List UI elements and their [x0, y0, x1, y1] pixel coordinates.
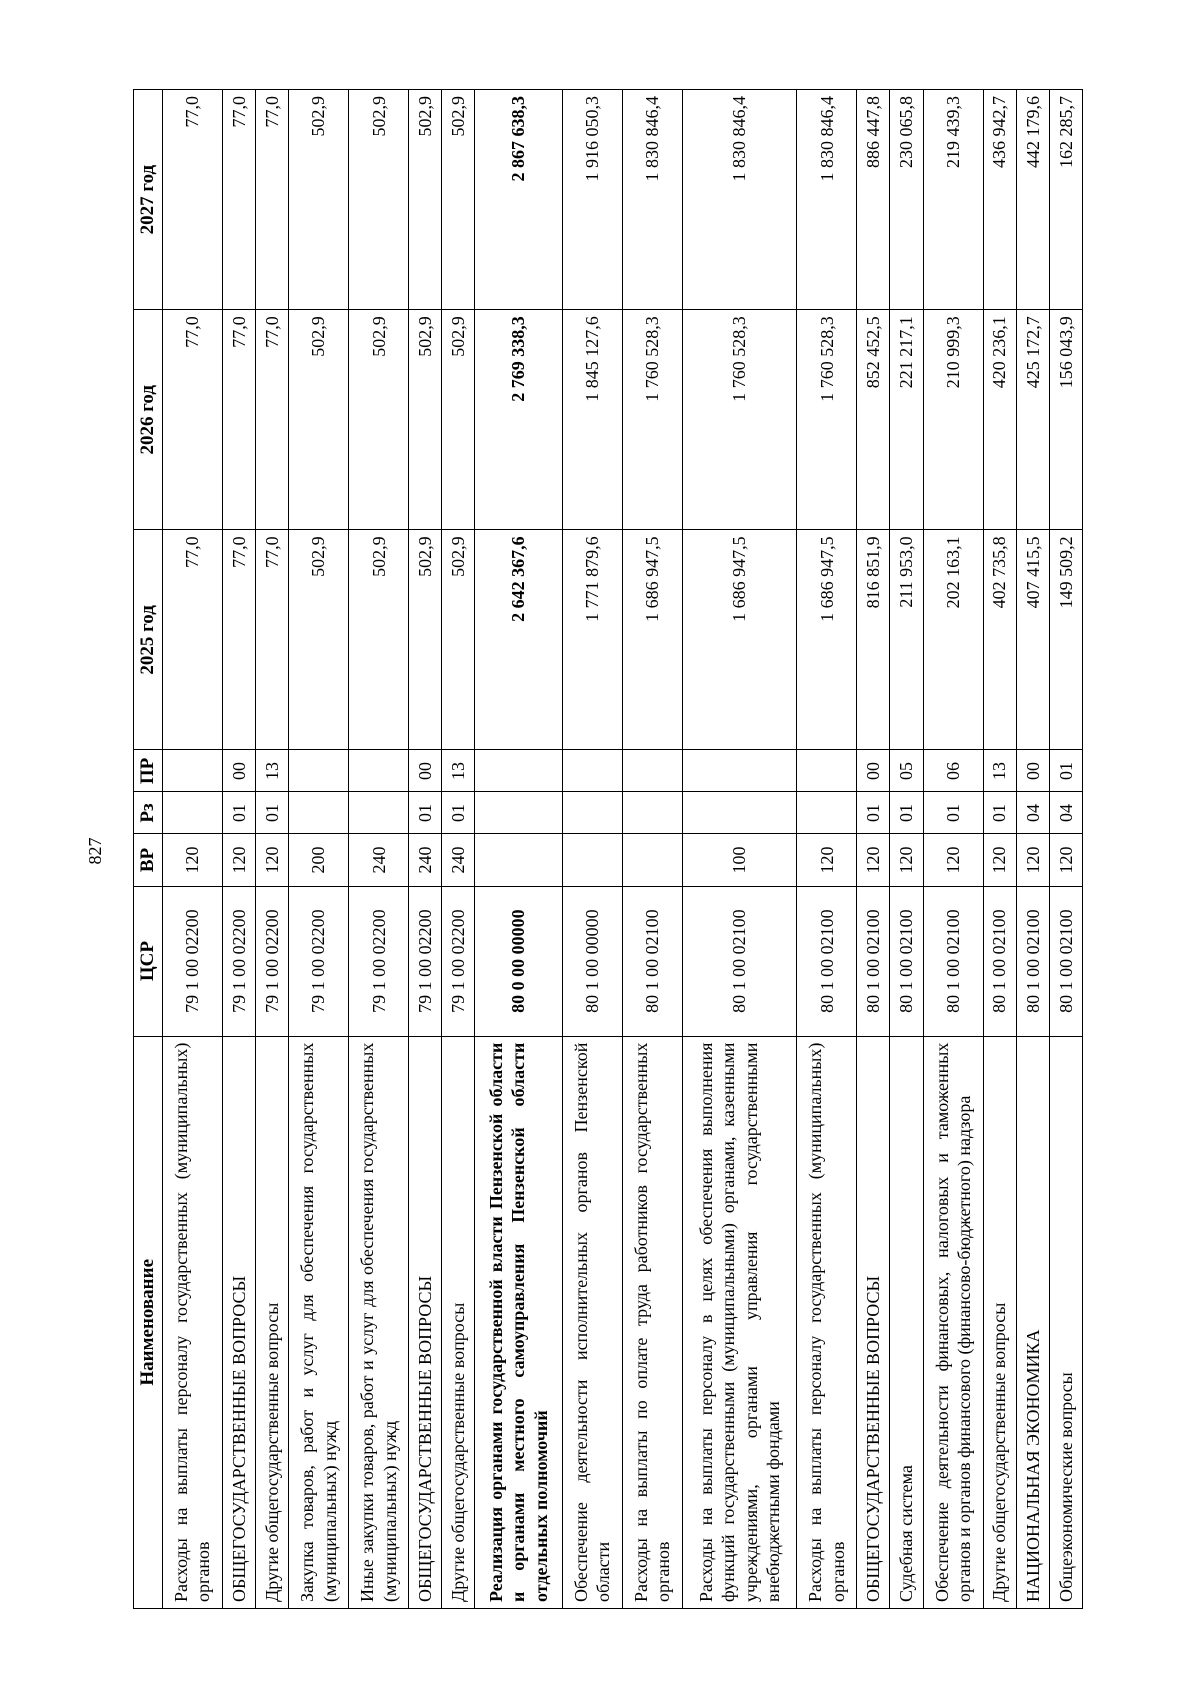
table-row — [162, 90, 222, 1609]
header-vr: ВР — [134, 834, 163, 886]
row-2026: 1 760 528,3 — [622, 310, 682, 530]
row-2026: 502,9 — [409, 310, 442, 530]
row-2025: 77,0 — [255, 530, 288, 750]
table-row — [255, 90, 288, 1609]
row-vr: 120 — [983, 834, 1016, 886]
row-2025: 502,9 — [349, 530, 409, 750]
row-name: НАЦИОНАЛЬНАЯ ЭКОНОМИКА — [1016, 1036, 1049, 1608]
table-row — [222, 90, 255, 1609]
row-vr: 120 — [1016, 834, 1049, 886]
row-name: Другие общегосударственные вопросы — [442, 1036, 475, 1608]
row-rz — [349, 792, 409, 834]
table-row — [1049, 90, 1082, 1609]
row-2026: 502,9 — [349, 310, 409, 530]
row-2027: 886 447,8 — [857, 90, 890, 310]
table-row — [890, 90, 923, 1609]
row-2026: 852 452,5 — [857, 310, 890, 530]
table-row — [442, 90, 475, 1609]
row-2027: 230 065,8 — [890, 90, 923, 310]
row-name: ОБЩЕГОСУДАРСТВЕННЫЕ ВОПРОСЫ — [222, 1036, 255, 1608]
row-2026: 1 845 127,6 — [562, 310, 622, 530]
row-2027: 502,9 — [409, 90, 442, 310]
row-2026: 77,0 — [162, 310, 222, 530]
page-number: 827 — [85, 837, 105, 865]
row-pr — [622, 750, 682, 792]
row-csr: 79 1 00 02200 — [289, 886, 349, 1036]
row-name: ОБЩЕГОСУДАРСТВЕННЫЕ ВОПРОСЫ — [857, 1036, 890, 1608]
row-rz: 01 — [983, 792, 1016, 834]
row-2025: 502,9 — [289, 530, 349, 750]
row-csr: 79 1 00 02200 — [442, 886, 475, 1036]
row-2025: 149 509,2 — [1049, 530, 1082, 750]
row-2027: 502,9 — [442, 90, 475, 310]
row-2027: 502,9 — [289, 90, 349, 310]
row-pr — [682, 750, 796, 792]
row-name: Обеспечение деятельности финансовых, налоговых и таможенных органов и органов финансового (финансово-бюджетного) надзора — [923, 1036, 983, 1608]
row-csr: 80 1 00 02100 — [890, 886, 923, 1036]
row-2027: 1 830 846,4 — [682, 90, 796, 310]
table-row — [622, 90, 682, 1609]
header-2027: 2027 год — [134, 90, 163, 310]
row-2025: 502,9 — [442, 530, 475, 750]
row-vr: 120 — [1049, 834, 1082, 886]
row-pr — [162, 750, 222, 792]
row-vr — [562, 834, 622, 886]
table-row — [475, 90, 562, 1609]
row-2027: 1 916 050,3 — [562, 90, 622, 310]
row-pr: 00 — [409, 750, 442, 792]
row-2025: 77,0 — [222, 530, 255, 750]
row-name: Расходы на выплаты персоналу государственных (муниципальных) органов — [797, 1036, 857, 1608]
row-rz: 01 — [409, 792, 442, 834]
row-csr: 79 1 00 02200 — [349, 886, 409, 1036]
table-row — [797, 90, 857, 1609]
row-name: Обеспечение деятельности исполнительных органов Пензенской области — [562, 1036, 622, 1608]
row-2025: 1 686 947,5 — [622, 530, 682, 750]
row-2025: 1 686 947,5 — [682, 530, 796, 750]
row-name: Общеэкономические вопросы — [1049, 1036, 1082, 1608]
row-pr: 00 — [857, 750, 890, 792]
row-2026: 502,9 — [289, 310, 349, 530]
row-2027: 436 942,7 — [983, 90, 1016, 310]
row-csr: 80 1 00 02100 — [797, 886, 857, 1036]
row-csr: 80 1 00 02100 — [682, 886, 796, 1036]
row-rz: 04 — [1049, 792, 1082, 834]
header-2025: 2025 год — [134, 530, 163, 750]
row-rz: 04 — [1016, 792, 1049, 834]
row-2025: 502,9 — [409, 530, 442, 750]
row-pr: 13 — [255, 750, 288, 792]
row-2025: 2 642 367,6 — [475, 530, 562, 750]
table-row — [923, 90, 983, 1609]
row-vr: 240 — [409, 834, 442, 886]
row-csr: 79 1 00 02200 — [409, 886, 442, 1036]
row-rz — [289, 792, 349, 834]
row-rz: 01 — [923, 792, 983, 834]
row-vr: 120 — [255, 834, 288, 886]
row-vr: 120 — [222, 834, 255, 886]
row-pr: 00 — [222, 750, 255, 792]
row-name: Иные закупки товаров, работ и услуг для обеспечения государственных (муниципальных) нужд — [349, 1036, 409, 1608]
row-pr: 06 — [923, 750, 983, 792]
row-pr — [475, 750, 562, 792]
row-csr: 80 1 00 02100 — [923, 886, 983, 1036]
row-vr: 100 — [682, 834, 796, 886]
row-2025: 202 163,1 — [923, 530, 983, 750]
row-2025: 402 735,8 — [983, 530, 1016, 750]
row-2027: 162 285,7 — [1049, 90, 1082, 310]
row-rz: 01 — [442, 792, 475, 834]
row-csr: 79 1 00 02200 — [222, 886, 255, 1036]
budget-table — [133, 89, 1083, 1609]
row-2026: 77,0 — [255, 310, 288, 530]
row-2025: 211 953,0 — [890, 530, 923, 750]
row-2027: 502,9 — [349, 90, 409, 310]
row-vr — [475, 834, 562, 886]
row-vr: 120 — [923, 834, 983, 886]
row-vr: 120 — [797, 834, 857, 886]
row-2026: 420 236,1 — [983, 310, 1016, 530]
table-row — [682, 90, 796, 1609]
row-name: Судебная система — [890, 1036, 923, 1608]
row-2026: 502,9 — [442, 310, 475, 530]
row-name: Реализация органами государственной власти Пензенской области и органами местного самоуправления Пензенской области отдельных полномочий — [475, 1036, 562, 1608]
row-2027: 442 179,6 — [1016, 90, 1049, 310]
row-2025: 407 415,5 — [1016, 530, 1049, 750]
row-pr: 00 — [1016, 750, 1049, 792]
row-pr — [797, 750, 857, 792]
row-csr: 80 1 00 02100 — [857, 886, 890, 1036]
table-row — [1016, 90, 1049, 1609]
row-2026: 1 760 528,3 — [682, 310, 796, 530]
table-row — [983, 90, 1016, 1609]
table-row — [562, 90, 622, 1609]
row-csr: 80 1 00 02100 — [983, 886, 1016, 1036]
row-vr: 120 — [857, 834, 890, 886]
row-rz — [162, 792, 222, 834]
row-rz — [622, 792, 682, 834]
row-2026: 221 217,1 — [890, 310, 923, 530]
table-header-row — [134, 90, 163, 1609]
row-2027: 77,0 — [255, 90, 288, 310]
row-2025: 1 771 879,6 — [562, 530, 622, 750]
header-csr: ЦСР — [134, 886, 163, 1036]
row-2027: 77,0 — [162, 90, 222, 310]
row-2025: 77,0 — [162, 530, 222, 750]
row-2027: 2 867 638,3 — [475, 90, 562, 310]
row-rz — [562, 792, 622, 834]
row-pr — [289, 750, 349, 792]
row-vr: 240 — [349, 834, 409, 886]
table-body — [162, 90, 1082, 1609]
row-2025: 816 851,9 — [857, 530, 890, 750]
row-name: Закупка товаров, работ и услуг для обеспечения государственных (муниципальных) нужд — [289, 1036, 349, 1608]
table-row — [349, 90, 409, 1609]
row-csr: 80 1 00 02100 — [1016, 886, 1049, 1036]
row-2025: 1 686 947,5 — [797, 530, 857, 750]
row-csr: 80 1 00 00000 — [562, 886, 622, 1036]
row-name: Другие общегосударственные вопросы — [983, 1036, 1016, 1608]
row-vr — [622, 834, 682, 886]
row-rz — [475, 792, 562, 834]
row-2026: 425 172,7 — [1016, 310, 1049, 530]
row-pr: 13 — [442, 750, 475, 792]
row-2026: 2 769 338,3 — [475, 310, 562, 530]
row-2026: 156 043,9 — [1049, 310, 1082, 530]
row-rz: 01 — [890, 792, 923, 834]
row-csr: 80 0 00 00000 — [475, 886, 562, 1036]
row-csr: 80 1 00 02100 — [1049, 886, 1082, 1036]
row-pr — [349, 750, 409, 792]
row-pr — [562, 750, 622, 792]
row-2026: 210 999,3 — [923, 310, 983, 530]
row-vr: 200 — [289, 834, 349, 886]
row-2027: 1 830 846,4 — [622, 90, 682, 310]
row-rz: 01 — [255, 792, 288, 834]
row-rz: 01 — [222, 792, 255, 834]
row-name: Расходы на выплаты персоналу в целях обеспечения выполнения функций государственными (муниципальными) органами, казенными учреждениями, органами управления государственными внебюджетными фондами — [682, 1036, 796, 1608]
row-csr: 80 1 00 02100 — [622, 886, 682, 1036]
row-name: Другие общегосударственные вопросы — [255, 1036, 288, 1608]
table-row — [289, 90, 349, 1609]
row-vr: 240 — [442, 834, 475, 886]
row-pr: 01 — [1049, 750, 1082, 792]
row-2027: 219 439,3 — [923, 90, 983, 310]
table-row — [409, 90, 442, 1609]
table-container — [133, 89, 1083, 1609]
row-2027: 1 830 846,4 — [797, 90, 857, 310]
header-rz: Рз — [134, 792, 163, 834]
row-vr: 120 — [162, 834, 222, 886]
row-rz — [797, 792, 857, 834]
row-rz — [682, 792, 796, 834]
header-2026: 2026 год — [134, 310, 163, 530]
row-pr: 13 — [983, 750, 1016, 792]
row-pr: 05 — [890, 750, 923, 792]
header-name: Наименование — [134, 1036, 163, 1608]
row-csr: 79 1 00 02200 — [162, 886, 222, 1036]
rotated-page — [133, 89, 1083, 1609]
row-rz: 01 — [857, 792, 890, 834]
row-name: Расходы на выплаты персоналу государственных (муниципальных) органов — [162, 1036, 222, 1608]
row-2026: 1 760 528,3 — [797, 310, 857, 530]
row-csr: 79 1 00 02200 — [255, 886, 288, 1036]
table-row — [857, 90, 890, 1609]
header-pr: ПР — [134, 750, 163, 792]
row-name: ОБЩЕГОСУДАРСТВЕННЫЕ ВОПРОСЫ — [409, 1036, 442, 1608]
row-2027: 77,0 — [222, 90, 255, 310]
row-2026: 77,0 — [222, 310, 255, 530]
row-name: Расходы на выплаты по оплате труда работников государственных органов — [622, 1036, 682, 1608]
row-vr: 120 — [890, 834, 923, 886]
